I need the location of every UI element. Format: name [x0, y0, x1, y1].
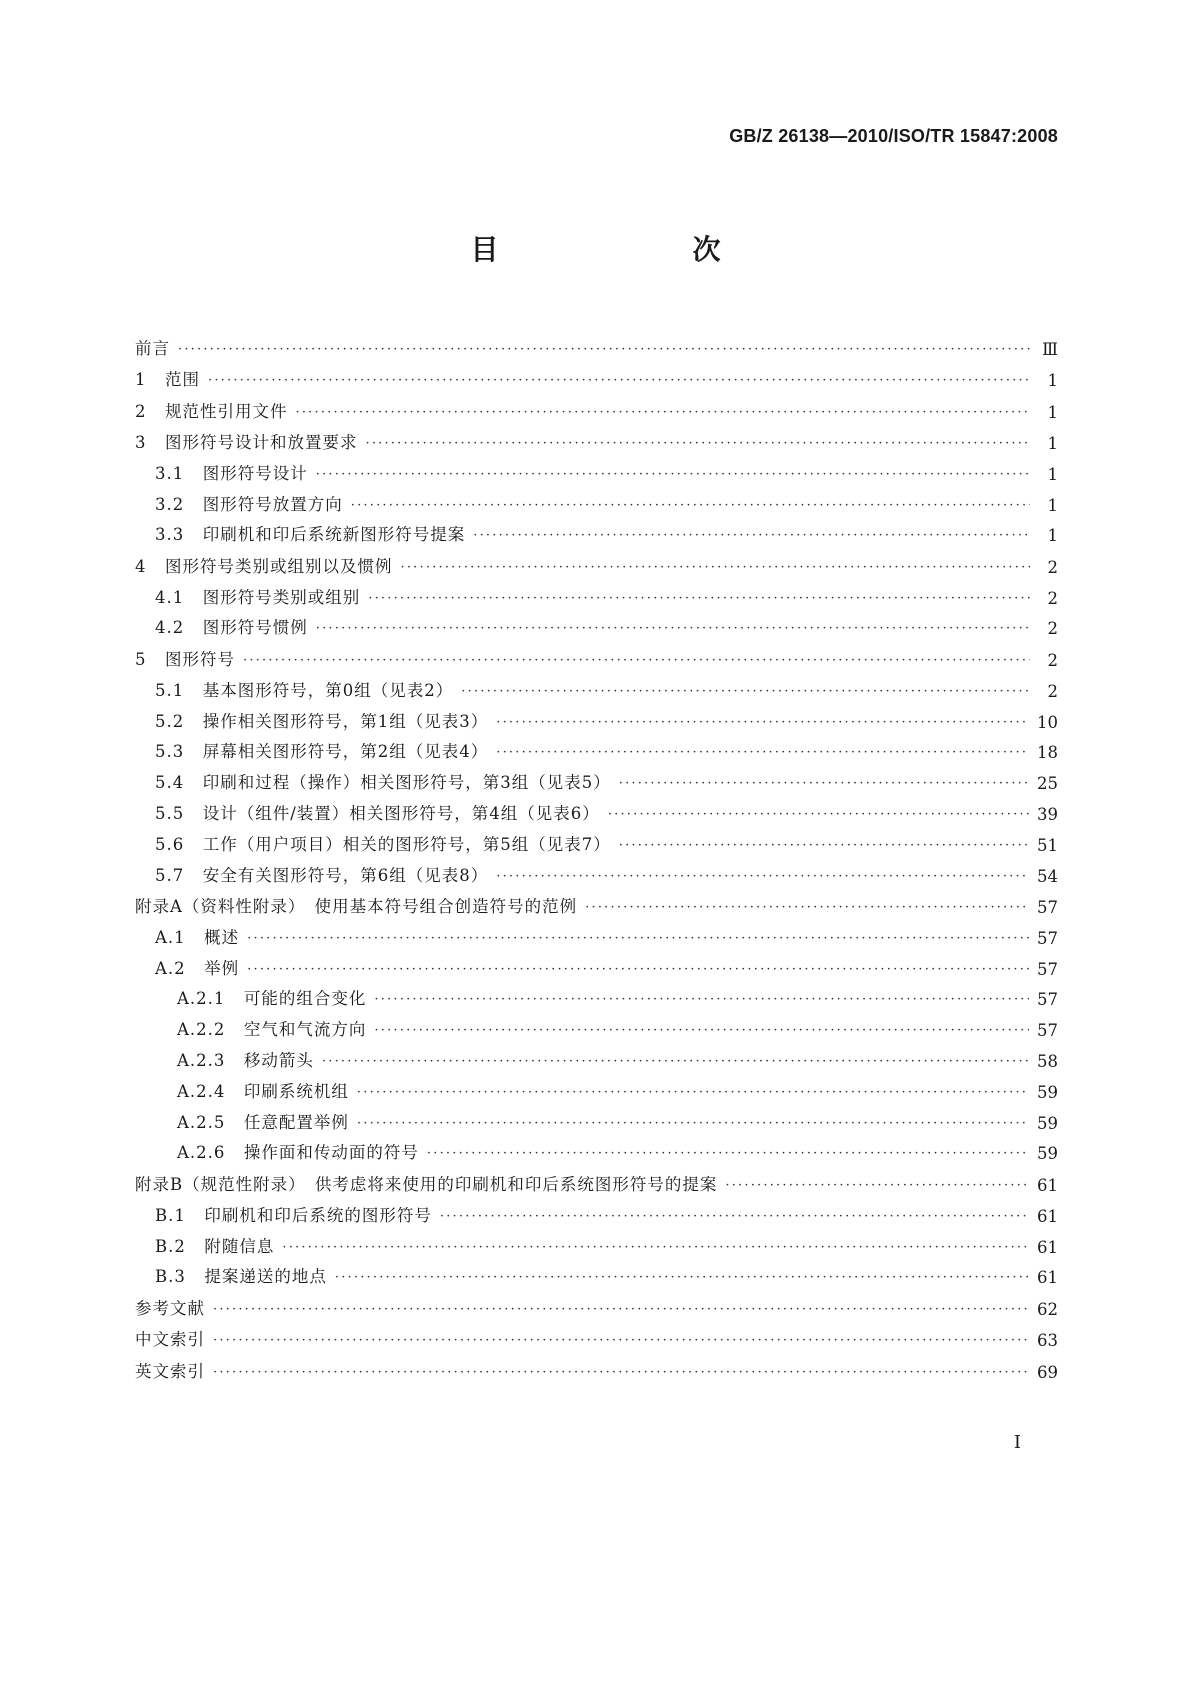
toc-entry-label — [135, 614, 308, 638]
toc-entry-number: 5.5 — [155, 803, 185, 823]
toc-entry-page: 2 — [1047, 588, 1058, 608]
toc-number-gap — [186, 1206, 205, 1225]
toc-leader-dots — [357, 1117, 1029, 1133]
toc-entry-title: 图形符号 — [165, 649, 235, 669]
toc-entry-number: A.2.4 — [177, 1081, 226, 1101]
toc-entry-label — [135, 1078, 349, 1102]
toc-entry-page: 2 — [1047, 619, 1058, 639]
toc-entry[interactable] — [135, 917, 1058, 948]
toc-leader-dots — [473, 529, 1030, 545]
toc-entry-title: 举例 — [204, 958, 240, 978]
toc-entry-label — [135, 769, 611, 793]
toc-leader-dots — [213, 1303, 1029, 1319]
toc-entry-number: 5.1 — [155, 680, 185, 700]
toc-entry-page: 2 — [1047, 650, 1058, 670]
toc-entry[interactable] — [135, 1287, 1058, 1319]
toc-leader-dots — [243, 654, 1030, 670]
toc-entry-label — [135, 708, 488, 732]
toc-entry[interactable] — [135, 1163, 1058, 1195]
toc-entry-page: 63 — [1037, 1331, 1058, 1351]
toc-entry[interactable] — [135, 948, 1058, 979]
toc-entry-page: 69 — [1037, 1362, 1058, 1382]
toc-entry-title: 参考文献 — [135, 1298, 205, 1318]
toc-entry[interactable] — [135, 670, 1058, 701]
toc-leader-dots — [213, 1366, 1029, 1382]
toc-entry-title: 可能的组合变化 — [243, 989, 367, 1009]
toc-entry[interactable] — [135, 638, 1058, 670]
toc-leader-dots — [608, 808, 1029, 824]
toc-leader-dots — [368, 592, 1030, 608]
toc-entry-title: 附录B（规范性附录） 供考虑将来使用的印刷机和印后系统图形符号的提案 — [135, 1174, 718, 1194]
toc-entry[interactable] — [135, 453, 1058, 484]
toc-entry-label — [135, 831, 611, 855]
toc-entry-title: 附录A（资料性附录） 使用基本符号组合创造符号的范例 — [135, 897, 578, 917]
toc-entry-number: B.1 — [155, 1205, 186, 1225]
toc-number-gap — [184, 464, 203, 483]
toc-entry-title: 屏幕相关图形符号，第2组（见表4） — [202, 742, 489, 762]
toc-entry-label — [135, 1139, 419, 1163]
toc-entry-number: 5.7 — [155, 865, 185, 885]
toc-number-gap — [186, 1267, 205, 1286]
toc-entry[interactable] — [135, 855, 1058, 886]
toc-leader-dots — [619, 777, 1029, 793]
toc-entry-label — [135, 955, 239, 979]
toc-entry-number: A.2.5 — [177, 1112, 226, 1132]
toc-number-gap — [225, 989, 244, 1008]
toc-entry-title: 印刷机和印后系统新图形符号提案 — [202, 525, 466, 545]
toc-entry[interactable] — [135, 1257, 1058, 1288]
toc-entry-page: 57 — [1037, 990, 1058, 1010]
toc-number-gap — [184, 773, 203, 792]
toc-leader-dots — [282, 1241, 1029, 1257]
toc-entry-number: 5.4 — [155, 773, 185, 793]
toc-entry-title: 任意配置举例 — [243, 1112, 349, 1132]
toc-entry-number: 4 — [135, 556, 147, 576]
toc-number-gap — [184, 525, 203, 544]
toc-entry-label — [135, 1233, 274, 1257]
toc-entry[interactable] — [135, 327, 1058, 359]
toc-entry-label — [135, 491, 343, 515]
toc-number-gap — [147, 433, 166, 452]
toc-entry-title: 规范性引用文件 — [165, 401, 288, 421]
toc-entry-label — [135, 335, 170, 359]
toc-entry-title: 印刷机和印后系统的图形符号 — [204, 1205, 432, 1225]
toc-leader-dots — [725, 1179, 1029, 1195]
toc-leader-dots — [213, 1334, 1029, 1350]
toc-entry-title: 附随信息 — [204, 1236, 275, 1256]
toc-entry[interactable] — [135, 1319, 1058, 1351]
toc-entry-page: 62 — [1037, 1299, 1058, 1319]
toc-entry-label — [135, 985, 366, 1009]
toc-entry[interactable] — [135, 886, 1058, 918]
toc-entry-page: 10 — [1037, 712, 1058, 732]
toc-entry-page: 57 — [1037, 898, 1058, 918]
toc-entry-page: 1 — [1047, 434, 1058, 453]
toc-entry-number: 1 — [135, 370, 147, 389]
toc-number-gap — [225, 1051, 244, 1070]
toc-entry-label — [135, 677, 453, 701]
toc-entry-title: 提案递送的地点 — [204, 1267, 327, 1287]
toc-number-gap — [147, 557, 166, 576]
toc-entry-page: 61 — [1037, 1175, 1058, 1195]
toc-number-gap — [184, 712, 203, 731]
toc-number-gap — [225, 1113, 244, 1132]
toc-entry-page: 61 — [1037, 1206, 1058, 1226]
table-of-contents — [135, 327, 1058, 1382]
toc-entry-title: 图形符号放置方向 — [202, 494, 343, 514]
toc-entry[interactable] — [135, 422, 1058, 454]
toc-number-gap — [184, 835, 203, 854]
toc-number-gap — [184, 742, 203, 761]
toc-entry-label — [135, 521, 465, 545]
toc-leader-dots — [366, 437, 1031, 453]
toc-entry-page: 59 — [1037, 1144, 1058, 1164]
toc-entry-page: 61 — [1037, 1237, 1058, 1257]
toc-entry-label — [135, 1016, 366, 1040]
toc-leader-dots — [316, 622, 1030, 638]
toc-entry[interactable] — [135, 390, 1058, 422]
toc-entry[interactable] — [135, 701, 1058, 732]
toc-entry-page: 59 — [1037, 1082, 1058, 1102]
toc-entry-page: 39 — [1037, 804, 1058, 824]
toc-entry-title: 空气和气流方向 — [243, 1020, 367, 1040]
toc-entry[interactable] — [135, 824, 1058, 855]
toc-leader-dots — [247, 963, 1029, 979]
toc-entry[interactable] — [135, 732, 1058, 763]
toc-entry-page: 18 — [1037, 743, 1058, 763]
toc-number-gap — [184, 681, 203, 700]
toc-entry-title: 前言 — [135, 338, 170, 358]
toc-entry-page: 1 — [1047, 495, 1058, 515]
toc-entry-title: 图形符号类别或组别以及惯例 — [165, 556, 393, 576]
toc-entry-label — [135, 1109, 349, 1133]
toc-entry-label — [135, 460, 308, 484]
toc-leader-dots — [374, 993, 1029, 1009]
toc-entry-title: 操作相关图形符号，第1组（见表3） — [202, 711, 489, 731]
toc-number-gap — [225, 1082, 244, 1101]
toc-entry-label — [135, 366, 200, 390]
toc-leader-dots — [461, 685, 1030, 701]
toc-leader-dots — [374, 1024, 1029, 1040]
toc-entry-title: 移动箭头 — [243, 1051, 314, 1071]
toc-entry-page: 1 — [1047, 371, 1058, 390]
toc-entry-page: 1 — [1047, 464, 1058, 484]
toc-entry-page: 2 — [1047, 557, 1058, 577]
toc-entry[interactable] — [135, 608, 1058, 639]
toc-entry-label — [135, 429, 358, 453]
toc-entry-number: 3.2 — [155, 494, 185, 514]
toc-entry-page: 58 — [1037, 1052, 1058, 1072]
toc-entry[interactable] — [135, 1009, 1058, 1040]
toc-entry-page: 25 — [1037, 774, 1058, 794]
toc-leader-dots — [357, 1086, 1029, 1102]
page-title: 目 次 — [470, 233, 767, 266]
toc-entry-number: 3.1 — [155, 463, 185, 483]
toc-number-gap — [147, 402, 166, 421]
toc-entry-page: 57 — [1037, 928, 1058, 948]
toc-entry-page: Ⅲ — [1042, 339, 1058, 359]
toc-entry-title: 范围 — [165, 370, 200, 389]
toc-leader-dots — [401, 561, 1031, 577]
toc-entry-number: B.2 — [155, 1236, 186, 1256]
toc-leader-dots — [178, 343, 1030, 359]
toc-number-gap — [184, 588, 203, 607]
toc-leader-dots — [496, 870, 1029, 886]
toc-entry-number: A.2.6 — [177, 1143, 226, 1163]
toc-leader-dots — [351, 499, 1030, 515]
toc-entry[interactable] — [135, 484, 1058, 515]
toc-number-gap — [225, 1143, 244, 1162]
toc-leader-dots — [496, 716, 1029, 732]
toc-entry[interactable] — [135, 1102, 1058, 1133]
toc-entry-title: 印刷系统机组 — [243, 1081, 349, 1101]
toc-entry-page: 51 — [1037, 835, 1058, 855]
toc-entry-label — [135, 1202, 432, 1226]
toc-leader-dots — [322, 1055, 1029, 1071]
toc-entry-title: 图形符号类别或组别 — [202, 587, 361, 607]
toc-entry[interactable] — [135, 1226, 1058, 1257]
standard-code: GB/Z 26138—2010/ISO/TR 15847:2008 — [729, 126, 1058, 146]
toc-entry-title: 图形符号设计和放置要求 — [165, 433, 358, 452]
toc-entry-number: 3 — [135, 433, 147, 452]
toc-leader-dots — [427, 1147, 1029, 1163]
toc-entry-title: 基本图形符号，第0组（见表2） — [202, 680, 454, 700]
toc-entry-page: 1 — [1047, 526, 1058, 546]
toc-entry-number: 3.3 — [155, 525, 185, 545]
toc-entry-label — [135, 893, 577, 917]
toc-entry-number: A.1 — [155, 927, 186, 947]
toc-entry-page: 54 — [1037, 866, 1058, 886]
toc-entry-page: 59 — [1037, 1113, 1058, 1133]
toc-entry[interactable] — [135, 1040, 1058, 1071]
toc-entry[interactable] — [135, 1133, 1058, 1164]
toc-number-gap — [147, 370, 166, 389]
toc-entry-number: A.2.3 — [177, 1051, 226, 1071]
toc-entry[interactable] — [135, 1071, 1058, 1102]
toc-entry-number: 5.6 — [155, 834, 185, 854]
toc-entry-label — [135, 862, 488, 886]
toc-entry-number: A.2.1 — [177, 989, 226, 1009]
toc-entry-number: 5 — [135, 649, 147, 669]
toc-leader-dots — [208, 374, 1030, 390]
toc-leader-dots — [585, 901, 1029, 917]
toc-entry-number: 4.1 — [155, 587, 185, 607]
toc-number-gap — [184, 495, 203, 514]
toc-entry-number: A.2.2 — [177, 1020, 226, 1040]
toc-entry-label — [135, 1326, 205, 1350]
toc-entry-label — [135, 646, 235, 670]
toc-number-gap — [225, 1020, 244, 1039]
toc-entry[interactable] — [135, 1195, 1058, 1226]
toc-entry-label — [135, 738, 488, 762]
toc-entry-label — [135, 800, 600, 824]
toc-entry-number: A.2 — [155, 958, 186, 978]
toc-entry[interactable] — [135, 1350, 1058, 1382]
toc-number-gap — [184, 866, 203, 885]
toc-entry-label — [135, 1295, 205, 1319]
toc-entry-title: 中文索引 — [135, 1330, 205, 1350]
toc-leader-dots — [440, 1210, 1029, 1226]
toc-leader-dots — [296, 406, 1031, 422]
toc-number-gap — [184, 804, 203, 823]
toc-leader-dots — [496, 746, 1029, 762]
toc-entry-title: 图形符号设计 — [202, 463, 308, 483]
toc-entry-title: 图形符号惯例 — [202, 618, 308, 638]
toc-entry-number: 2 — [135, 401, 147, 421]
toc-leader-dots — [619, 839, 1029, 855]
toc-entry-page: 61 — [1037, 1268, 1058, 1288]
toc-entry-title: 印刷和过程（操作）相关图形符号，第3组（见表5） — [202, 773, 611, 793]
toc-entry[interactable] — [135, 793, 1058, 824]
toc-entry[interactable] — [135, 359, 1058, 391]
toc-leader-dots — [316, 468, 1030, 484]
toc-leader-dots — [247, 932, 1029, 948]
toc-entry-label — [135, 553, 393, 577]
toc-entry-number: 5.2 — [155, 711, 185, 731]
toc-entry-title: 英文索引 — [135, 1361, 205, 1381]
toc-entry-page: 2 — [1047, 681, 1058, 701]
toc-entry-title: 操作面和传动面的符号 — [243, 1143, 419, 1163]
toc-entry-number: 4.2 — [155, 618, 185, 638]
toc-entry-label — [135, 924, 239, 948]
toc-entry-page: 57 — [1037, 959, 1058, 979]
toc-number-gap — [147, 650, 166, 669]
toc-entry-title: 概述 — [204, 927, 240, 947]
toc-leader-dots — [335, 1271, 1029, 1287]
toc-entry-label — [135, 1263, 327, 1287]
toc-entry-label — [135, 1358, 205, 1382]
toc-entry-label — [135, 398, 288, 422]
toc-number-gap — [186, 928, 205, 947]
toc-entry-label — [135, 1047, 314, 1071]
toc-entry-title: 工作（用户项目）相关的图形符号，第5组（见表7） — [202, 834, 611, 854]
toc-entry-title: 安全有关图形符号，第6组（见表8） — [202, 865, 489, 885]
toc-entry-number: B.3 — [155, 1267, 186, 1287]
toc-entry-label — [135, 1171, 717, 1195]
toc-number-gap — [186, 1237, 205, 1256]
toc-entry-page: 1 — [1047, 402, 1058, 422]
toc-entry[interactable] — [135, 515, 1058, 546]
toc-entry[interactable] — [135, 577, 1058, 608]
page-number: I — [1013, 1432, 1021, 1453]
toc-number-gap — [186, 959, 205, 978]
toc-entry[interactable] — [135, 979, 1058, 1010]
toc-entry-label — [135, 584, 360, 608]
toc-entry[interactable] — [135, 545, 1058, 577]
toc-entry-title: 设计（组件/装置）相关图形符号，第4组（见表6） — [202, 803, 600, 823]
toc-entry-page: 57 — [1037, 1021, 1058, 1041]
toc-entry[interactable] — [135, 762, 1058, 793]
toc-number-gap — [184, 618, 203, 637]
toc-entry-number: 5.3 — [155, 742, 185, 762]
